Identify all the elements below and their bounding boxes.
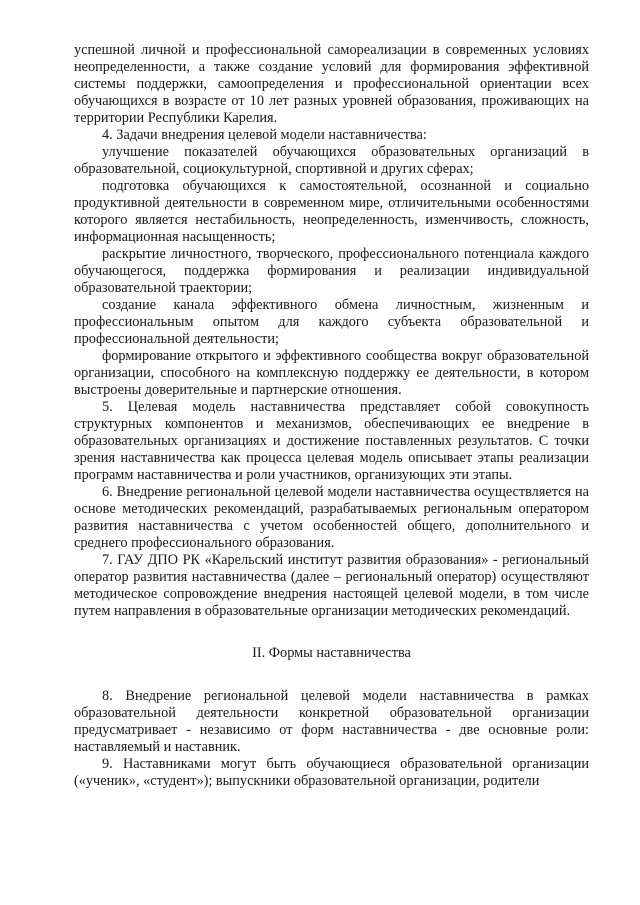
paragraph-item-7: 7. ГАУ ДПО РК «Карельский институт развития образования» - региональный оператор развития наставничества (далее – региональный оператор) осуществляют методическое сопровождение внедрения настоящей целевой модели, в том числе путем направления в образовательные организации методических рекомендаций. bbox=[74, 552, 589, 619]
paragraph-task-3: раскрытие личностного, творческого, профессионального потенциала каждого обучающегося, поддержка формирования и реализации индивидуальной образовательной траектории; bbox=[74, 246, 589, 296]
section-heading: II. Формы наставничества bbox=[252, 645, 411, 661]
paragraph-item-6: 6. Внедрение региональной целевой модели наставничества осуществляется на основе методических рекомендаций, разрабатываемых региональным оператором развития наставничества с учетом особенностей общего, дополнительного и среднего профессионального образования. bbox=[74, 484, 589, 551]
paragraph-task-1: улучшение показателей обучающихся образовательных организаций в образовательной, социокультурной, спортивной и других сферах; bbox=[74, 144, 589, 177]
paragraph-goal-continuation: успешной личной и профессиональной самореализации в современных условиях неопределенности, а также создание условий для формирования эффективной системы поддержки, самоопределения и профессиональной ориентации всех обучающихся в возрасте от 10 лет разных уровней образования, проживающих на территории Республики Карелия. bbox=[74, 42, 589, 126]
paragraph-task-2: подготовка обучающихся к самостоятельной, осознанной и социально продуктивной деятельности в современном мире, отличительными особенностями которого является нестабильность, неопределенность, изменчивость, сложность, информационная насыщенность; bbox=[74, 178, 589, 245]
paragraph-item-8: 8. Внедрение региональной целевой модели наставничества в рамках образовательной деятельности конкретной образовательной организации предусматривает - независимо от форм наставничества - две основные роли: наставляемый и наставник. bbox=[74, 688, 589, 755]
paragraph-task-5: формирование открытого и эффективного сообщества вокруг образовательной организации, способного на комплексную поддержку ее деятельности, в котором выстроены доверительные и партнерские отношения. bbox=[74, 348, 589, 398]
paragraph-item-9: 9. Наставниками могут быть обучающиеся образовательной организации («ученик», «студент»); выпускники образовательной организации, родители bbox=[74, 756, 589, 789]
document-body bbox=[74, 42, 589, 790]
paragraph-tasks-heading: 4. Задачи внедрения целевой модели наставничества: bbox=[102, 127, 427, 143]
paragraph-item-5: 5. Целевая модель наставничества представляет собой совокупность структурных компонентов и механизмов, обеспечивающих ее внедрение в образовательных организациях и достижение поставленных результатов. С точки зрения наставничества как процесса целевая модель описывает этапы реализации программ наставничества и роли участников, организующих эти этапы. bbox=[74, 399, 589, 483]
paragraph-task-4: создание канала эффективного обмена личностным, жизненным и профессиональным опытом для каждого субъекта образовательной и профессиональной деятельности; bbox=[74, 297, 589, 347]
